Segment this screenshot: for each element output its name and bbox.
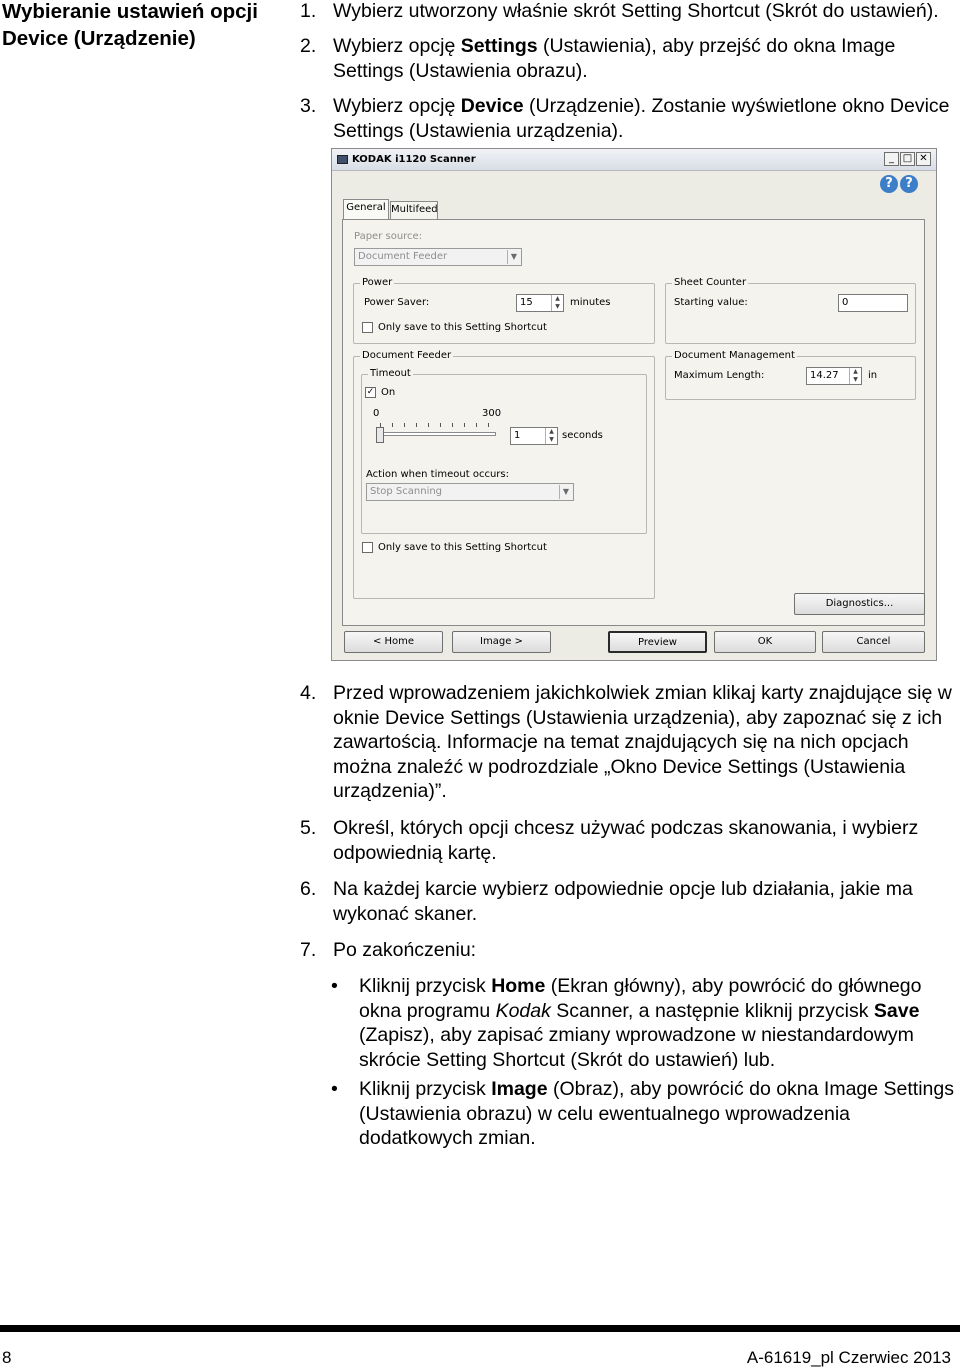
starting-value-label: Starting value:: [674, 297, 748, 308]
seconds-label: seconds: [562, 430, 603, 441]
slider-tick: [452, 423, 453, 427]
max-length-stepper[interactable]: 14.27 ▲ ▼: [806, 367, 862, 385]
step-bold-term: Device: [460, 95, 524, 117]
diagnostics-button[interactable]: Diagnostics...: [794, 593, 925, 615]
slider-tick: [428, 423, 429, 427]
footer-rule: [0, 1325, 960, 1332]
sheet-counter-group: [665, 277, 916, 344]
paper-source-label: Paper source:: [354, 231, 423, 242]
step-number: 2.: [300, 35, 317, 57]
slider-tick: [392, 423, 393, 427]
dialog-title-bar: [332, 149, 936, 171]
document-management-label: Document Management: [674, 350, 795, 361]
power-only-save-checkbox[interactable]: [362, 322, 373, 333]
feeder-only-save-checkbox[interactable]: [362, 542, 373, 553]
step-text: Wybierz opcję Device (Urządzenie). Zostanie wyświetlone okno Device Settings (Ustawienia urządzenia).: [333, 95, 950, 142]
context-help-icon[interactable]: ?: [880, 175, 898, 193]
slider-tick: [464, 423, 465, 427]
document-id: A-61619_pl Czerwiec 2013: [746, 1348, 951, 1367]
image-button[interactable]: Image >: [452, 631, 551, 653]
step-number: 7.: [300, 939, 317, 961]
spin-arrows-icon: ▲ ▼: [551, 295, 563, 311]
document-feeder-group: [353, 350, 655, 599]
slider-min-label: 0: [373, 408, 380, 419]
chevron-down-icon: ▼: [507, 250, 520, 264]
slider-max-label: 300: [482, 408, 502, 419]
slider-tick: [416, 423, 417, 427]
timeout-slider[interactable]: [376, 432, 496, 436]
home-button[interactable]: < Home: [344, 631, 443, 653]
step-number: 1.: [300, 0, 317, 22]
step-text: Określ, których opcji chcesz używać podczas skanowania, i wybierz odpowiednią kartę.: [333, 817, 919, 864]
power-saver-stepper[interactable]: 15 ▲ ▼: [516, 294, 564, 312]
maximize-icon[interactable]: □: [900, 152, 915, 166]
page-number: 8: [2, 1348, 12, 1367]
scanner-dialog-screenshot: [331, 148, 937, 661]
timeout-label: Timeout: [370, 368, 411, 379]
action-timeout-label: Action when timeout occurs:: [366, 469, 509, 480]
help-icon[interactable]: ?: [900, 175, 918, 193]
chevron-down-icon: ▼: [559, 485, 572, 499]
spin-arrows-icon: ▲ ▼: [849, 368, 861, 384]
section-title: Wybieranie ustawień opcji Device (Urządzenie): [2, 0, 258, 50]
help-icons: [880, 175, 922, 197]
timeout-stepper[interactable]: 1 ▲ ▼: [510, 427, 558, 445]
tab-multifeed[interactable]: Multifeed: [390, 201, 438, 219]
slider-tick: [440, 423, 441, 427]
step-number: 6.: [300, 878, 317, 900]
paper-source-select[interactable]: Document Feeder ▼: [354, 248, 522, 266]
starting-value-input[interactable]: 0: [838, 294, 908, 312]
bullet-text: Kliknij przycisk Home (Ekran główny), aby powrócić do głównego okna programu Kodak Scanner, a następnie kliknij przycisk Save (Zapisz), aby zapisać zmiany wprowadzone w niestandardowym skrócie Setting Shortcut (Skrót do ustawień) lub.: [359, 975, 922, 1071]
step-text: Po zakończeniu:: [333, 939, 477, 961]
minimize-icon[interactable]: _: [884, 152, 899, 166]
power-group: [353, 277, 655, 344]
ok-button[interactable]: OK: [714, 631, 816, 653]
document-management-group: [665, 350, 916, 400]
timeout-action-select[interactable]: Stop Scanning ▼: [366, 483, 574, 501]
inch-unit-label: in: [868, 370, 878, 381]
close-icon[interactable]: ✕: [916, 152, 931, 166]
step-text: Wybierz utworzony właśnie skrót Setting Shortcut (Skrót do ustawień).: [333, 0, 939, 22]
bullet-marker: •: [331, 1078, 338, 1100]
preview-button[interactable]: Preview: [608, 631, 707, 653]
only-save-label: Only save to this Setting Shortcut: [378, 542, 547, 553]
sheet-counter-label: Sheet Counter: [674, 277, 747, 288]
slider-thumb[interactable]: [376, 427, 384, 443]
step-bold-term: Settings: [460, 35, 538, 57]
step-text: Przed wprowadzeniem jakichkolwiek zmian klikaj karty znajdujące się w oknie Device Settings (Ustawienia urządzenia), aby zapoznać się z ich zawartością. Informacje na temat znajdujących się na nich opcjach można znaleźć w podrozdziale „Okno Device Settings (Ustawienia urządzenia)”.: [333, 682, 952, 802]
power-saver-label: Power Saver:: [364, 297, 430, 308]
timeout-on-label: On: [381, 387, 396, 398]
slider-tick: [476, 423, 477, 427]
cancel-button[interactable]: Cancel: [822, 631, 925, 653]
general-tab-panel: [342, 219, 925, 626]
step-number: 4.: [300, 682, 317, 704]
step-number: 3.: [300, 95, 317, 117]
document-feeder-label: Document Feeder: [362, 350, 452, 361]
step-text: Na każdej karcie wybierz odpowiednie opcje lub działania, jakie ma wykonać skaner.: [333, 878, 913, 925]
slider-tick: [404, 423, 405, 427]
max-length-label: Maximum Length:: [674, 370, 765, 381]
timeout-on-checkbox[interactable]: ✓: [366, 387, 375, 397]
scanner-app-icon: [337, 155, 348, 164]
minutes-label: minutes: [570, 297, 611, 308]
timeout-group: [361, 368, 647, 534]
power-group-label: Power: [362, 277, 393, 288]
step-number: 5.: [300, 817, 317, 839]
only-save-label: Only save to this Setting Shortcut: [378, 322, 547, 333]
dialog-title: KODAK i1120 Scanner: [352, 154, 476, 165]
step-text: Wybierz opcję Settings (Ustawienia), aby przejść do okna Image Settings (Ustawienia obrazu).: [333, 35, 896, 82]
slider-tick: [488, 423, 489, 427]
spin-arrows-icon: ▲ ▼: [545, 428, 557, 444]
tab-general[interactable]: General: [343, 199, 389, 219]
bullet-text: Kliknij przycisk Image (Obraz), aby powrócić do okna Image Settings (Ustawienia obrazu) w celu ewentualnego wprowadzenia dodatkowych zmian.: [359, 1078, 954, 1149]
bullet-marker: •: [331, 975, 338, 997]
